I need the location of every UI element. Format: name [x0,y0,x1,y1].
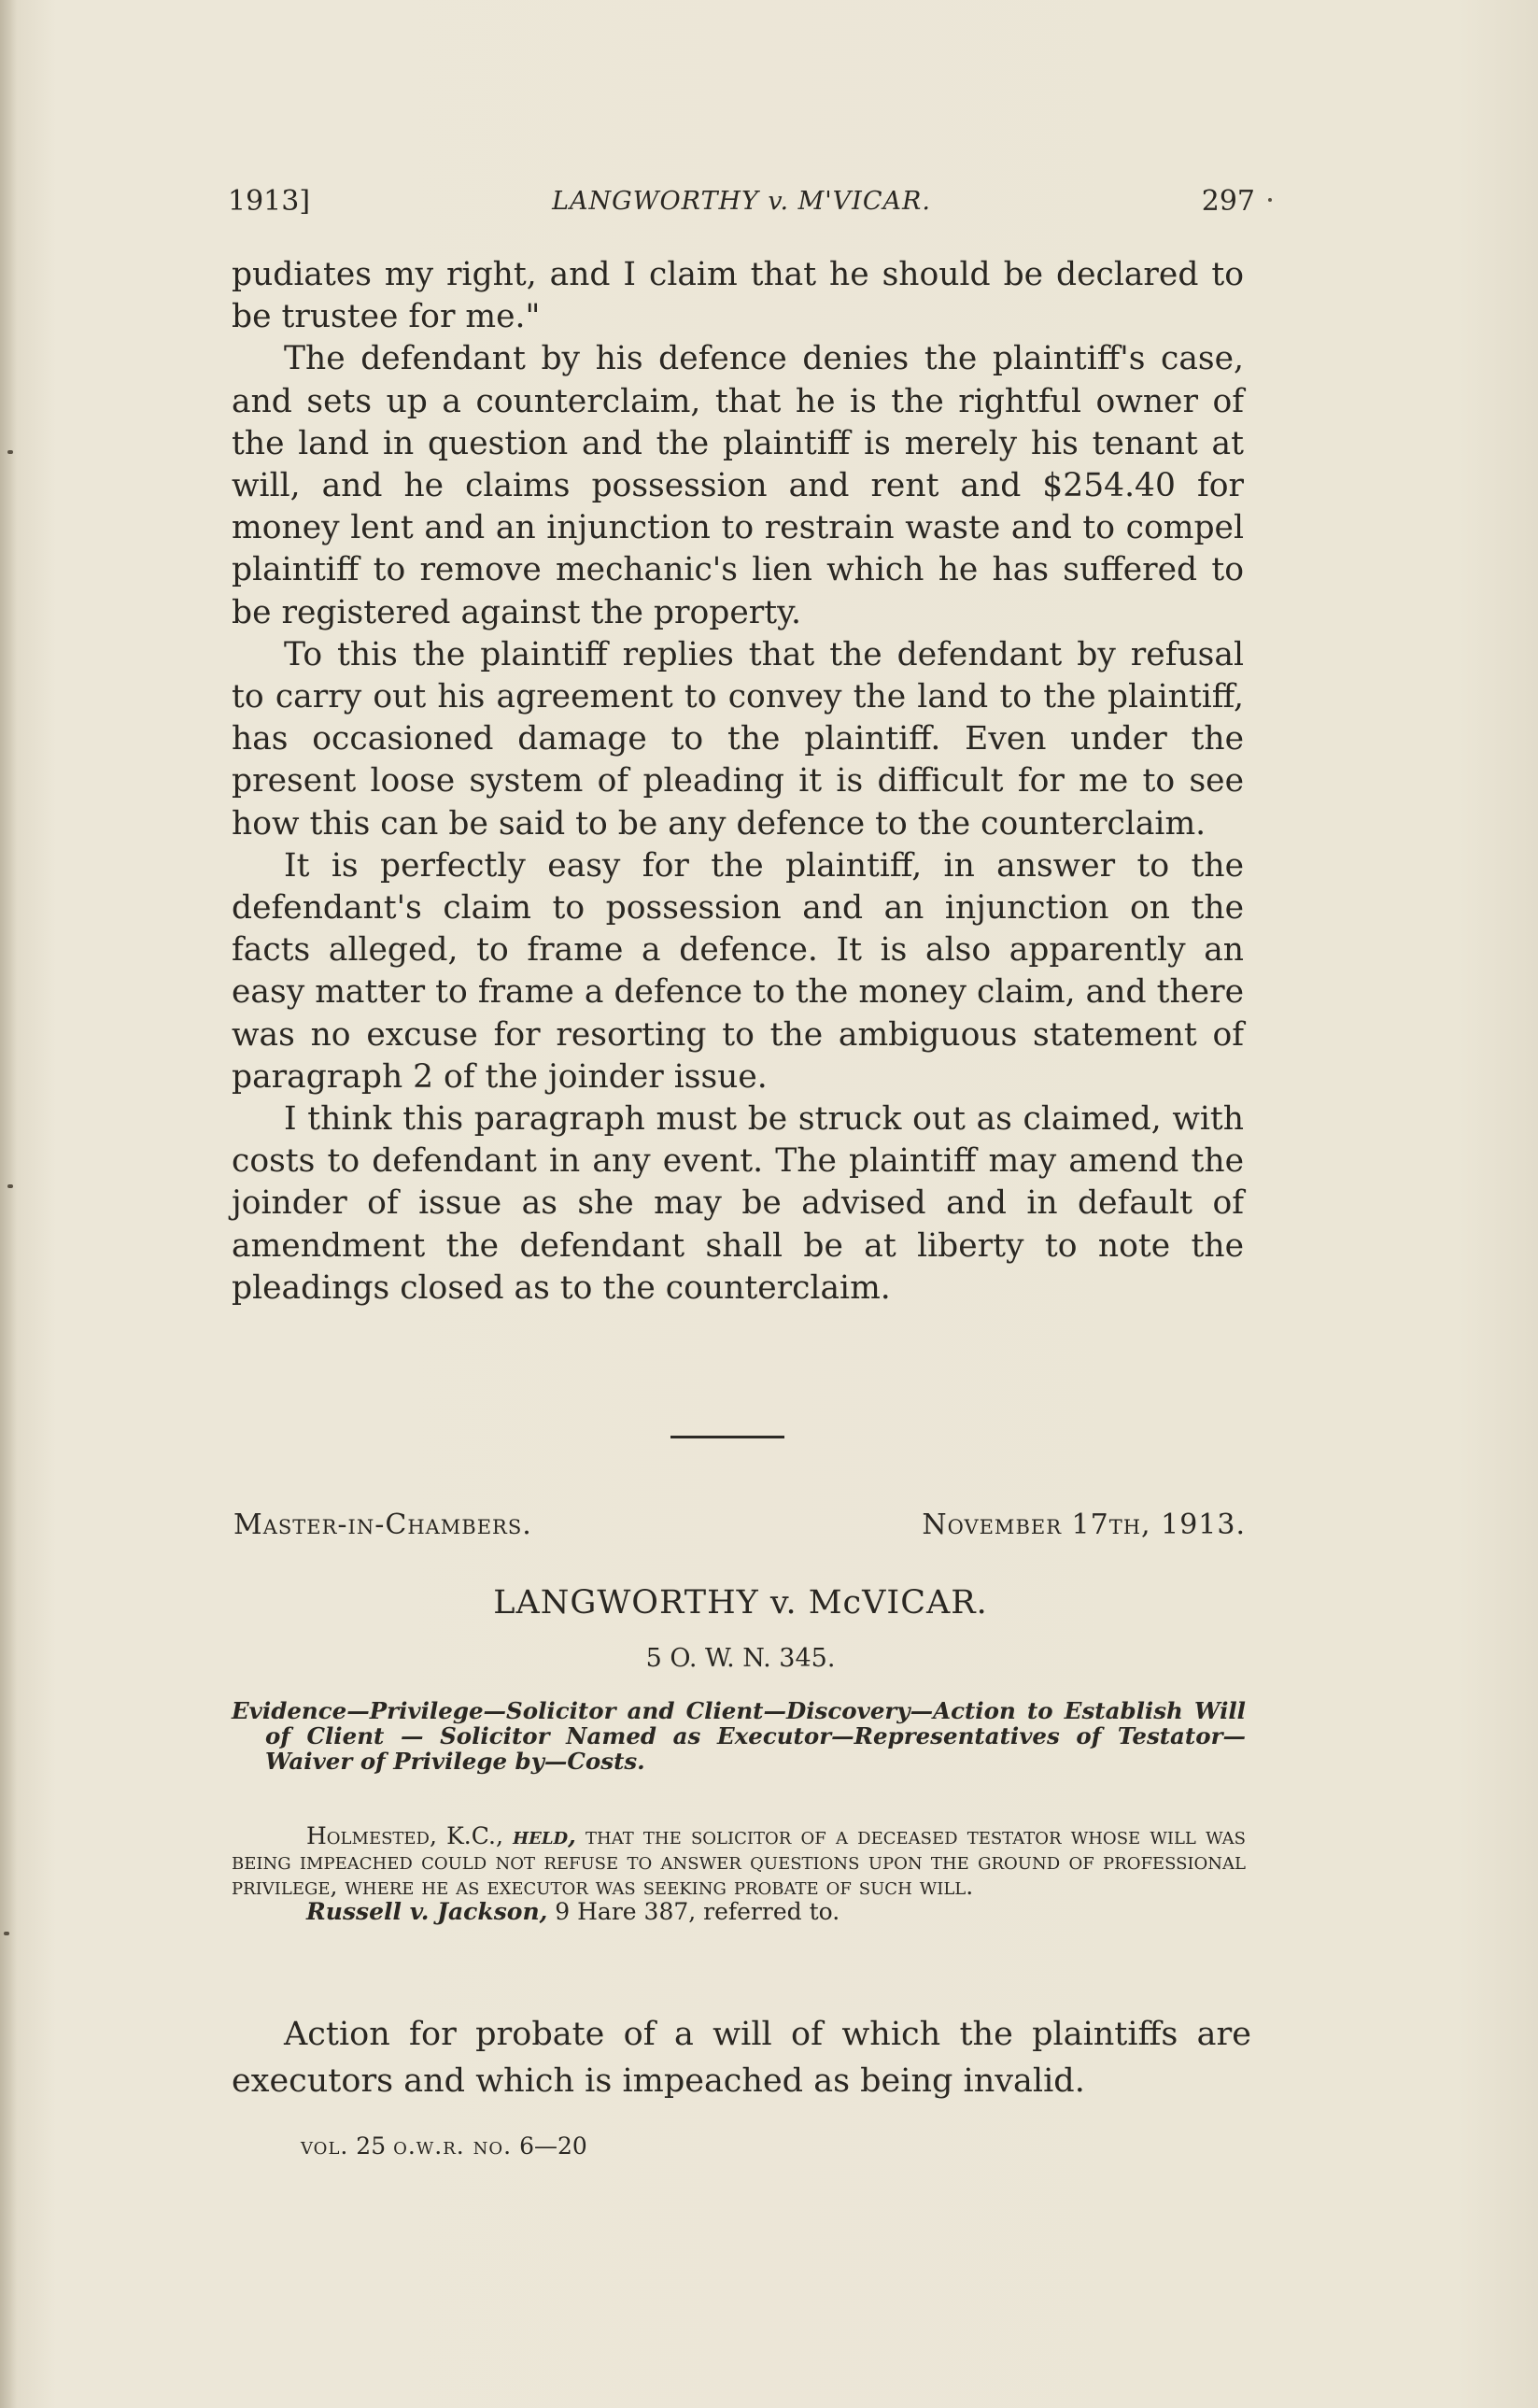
body-paragraph: I think this paragraph must be struck out as claimed, with costs to defendant in any event. The plaintiff may amend the joinder of issue as she may be advised and in default of amendment the defendant shall be at liberty to note the pleadings closed as to the counterclaim. [232,1100,1244,1307]
case-title: LANGWORTHY v. McVICAR. [493,1584,988,1622]
holding-body: that the solicitor of a deceased testator whose will was being impeached could not refuse to answer questions upon the ground of professional privilege, where he as executor was seeking probate of such will. [232,1822,1246,1900]
held-word: held, [513,1822,576,1849]
case-citation: 5 O. W. N. 345. [645,1644,836,1673]
headnote: Evidence—Privilege—Solicitor and Client—Discovery—Action to Establish Will of Client — Solicitor Named as Executor—Representatives of Testator—Waiver of Privilege by—Costs. [232,1697,1246,1775]
footer-vol-label: vol. [301,2132,349,2160]
body-paragraph: It is perfectly easy for the plaintiff, in answer to the defendant's claim to possession and an injunction on the facts alleged, to frame a defence. It is also apparently an easy matter to frame a defence to the money claim, and there was no excuse for resorting to the ambiguous statement of paragraph 2 of the joinder issue. [232,846,1244,1096]
section-divider [670,1436,784,1438]
reference-rest: 9 Hare 387, referred to. [555,1898,840,1925]
decision-date: November 17th, 1913. [922,1509,1246,1541]
margin-mark [7,450,13,454]
action-description [232,2011,1251,2104]
body-paragraph: pudiates my right, and I claim that he should be declared to be trustee for me." [232,256,1244,336]
page-edge-shadow [0,0,17,2408]
page-number: 297 [1201,185,1255,218]
court-name: Master-in-Chambers. [233,1509,532,1541]
judge-name: Holmested, K.C., [306,1822,503,1849]
running-title: LANGWORTHY v. M'VICAR. [552,187,931,216]
signature-footer [301,2132,587,2160]
holding [232,1823,1246,1924]
margin-mark [1268,198,1272,202]
reference-line [232,1899,1246,1924]
body-paragraph: To this the plaintiff replies that the defendant by refusal to carry out his agreement to convey the land to the plaintiff, has occasioned damage to the plaintiff. Even under the present loose system of pleading it is difficult for me to see how this can be said to be any defence to the counterclaim. [232,635,1244,843]
judgment-body [232,254,1244,1310]
body-paragraph: The defendant by his defence denies the plaintiff's case, and sets up a counterclaim, that he is the rightful owner of the land in question and the plaintiff is merely his tenant at will, and he claims possession and rent and $254.40 for money lent and an injunction to restrain waste and to compel plaintiff to remove mechanic's lien which he has suffered to be registered against the property. [232,340,1244,631]
header-year: 1913] [228,185,311,218]
reference-case: Russell v. Jackson, [306,1898,548,1925]
court-line [233,1509,1246,1551]
action-paragraph: Action for probate of a will of which the plaintiffs are executors and which is impeached as being invalid. [232,2016,1251,2100]
margin-mark [4,1932,9,1935]
holding-text [232,1823,1246,1899]
running-header [228,179,1255,226]
footer-series: o.w.r. no. [393,2132,513,2160]
footer-vol-number: 25 [356,2132,387,2160]
margin-mark [7,1184,13,1188]
footer-number: 6—20 [519,2132,587,2160]
